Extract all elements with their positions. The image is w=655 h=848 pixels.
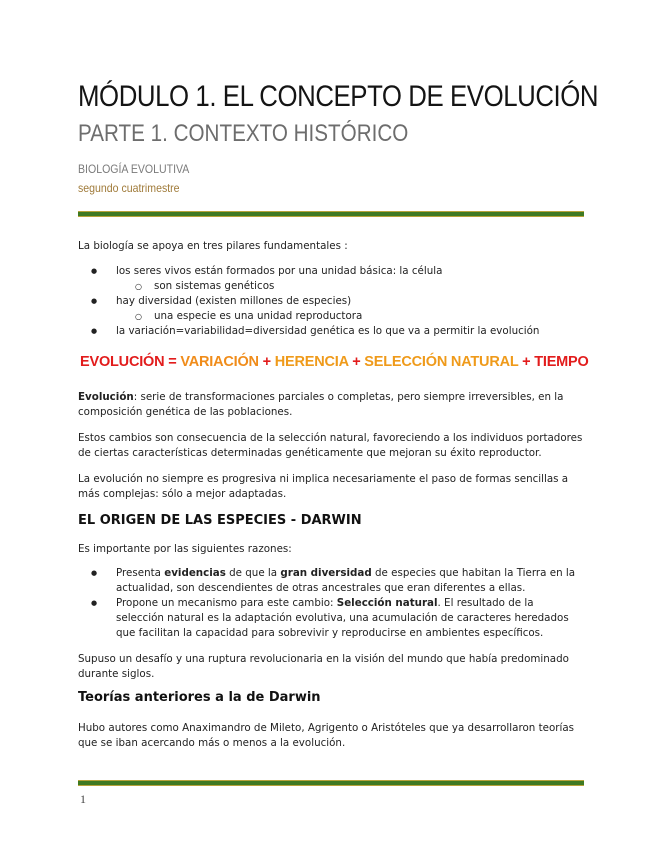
bold-span: evidencias bbox=[164, 567, 226, 579]
course-name: BIOLOGÍA EVOLUTIVA bbox=[78, 162, 190, 176]
semester-label: segundo cuatrimestre bbox=[78, 181, 180, 195]
list-item-text: los seres vivos están formados por una unidad básica: la célula bbox=[116, 265, 443, 277]
formula-evolucion: EVOLUCIÓN = bbox=[80, 354, 181, 370]
text-span: Propone un mecanismo para este cambio: bbox=[116, 597, 337, 609]
darwin-intro: Es importante por las siguientes razones: bbox=[78, 543, 292, 555]
formula-plus: + bbox=[348, 354, 365, 370]
paragraph-cambios: Estos cambios son consecuencia de la selección natural, favoreciendo a los individuos portadores de ciertas características determinadas genéticamente que mejoran su éxito reproductor. bbox=[78, 432, 583, 459]
list-item-text: una especie es una unidad reproductora bbox=[154, 310, 363, 322]
formula-tiempo: TIEMPO bbox=[534, 354, 589, 370]
formula-plus: + bbox=[258, 354, 275, 370]
footer-divider bbox=[78, 780, 584, 786]
paragraph-desafio: Supuso un desafío y una ruptura revolucionaria en la visión del mundo que había predominado durante siglos. bbox=[78, 653, 569, 680]
header-divider bbox=[78, 211, 584, 217]
text-span: . El resultado de la selección natural es la adaptación evolutiva, una acumulación de caracteres heredados que facilitan la capacidad para sobrevivir y reproducirse en ambientes específicos. bbox=[116, 597, 569, 639]
formula-variacion: VARIACIÓN bbox=[180, 354, 259, 370]
paragraph-autores: Hubo autores como Anaximandro de Mileto, Agrigento o Aristóteles que ya desarrollaron teorías que se iban acercando más o menos a la evolución. bbox=[78, 722, 575, 749]
list-item bbox=[78, 596, 583, 641]
list-item-text: la variación=variabilidad=diversidad genética es lo que va a permitir la evolución bbox=[116, 325, 540, 337]
paragraph-progresiva: La evolución no siempre es progresiva ni implica necesariamente el paso de formas sencillas a más complejas: sólo a mejor adaptadas. bbox=[78, 473, 569, 500]
list-item-text: son sistemas genéticos bbox=[154, 280, 275, 292]
list-item bbox=[78, 566, 583, 596]
definition-text: : serie de transformaciones parciales o completas, pero siempre irreversibles, en la composición genética de las poblaciones. bbox=[78, 391, 564, 418]
definition-term: Evolución bbox=[78, 391, 134, 403]
bold-span: Selección natural bbox=[336, 597, 438, 609]
formula-seleccion: SELECCIÓN NATURAL bbox=[364, 354, 519, 370]
list-item bbox=[78, 309, 583, 324]
bold-span: gran diversidad bbox=[280, 567, 372, 579]
page-number: 1 bbox=[80, 792, 86, 806]
darwin-points-list bbox=[78, 566, 583, 641]
page-subtitle: PARTE 1. CONTEXTO HISTÓRICO bbox=[78, 120, 409, 147]
section-heading-theories: Teorías anteriores a la de Darwin bbox=[78, 690, 321, 705]
list-item bbox=[78, 264, 583, 279]
list-item bbox=[78, 294, 583, 309]
text-span: de que la bbox=[225, 567, 281, 579]
text-span: Presenta bbox=[116, 567, 165, 579]
definition-paragraph bbox=[78, 390, 583, 420]
intro-text: La biología se apoya en tres pilares fundamentales : bbox=[78, 240, 348, 252]
section-heading-darwin: EL ORIGEN DE LAS ESPECIES - DARWIN bbox=[78, 513, 362, 528]
list-item bbox=[78, 324, 583, 339]
list-item-text: hay diversidad (existen millones de especies) bbox=[116, 295, 352, 307]
pillars-list bbox=[78, 264, 583, 339]
evolution-formula bbox=[80, 354, 589, 370]
formula-herencia: HERENCIA bbox=[274, 354, 349, 370]
list-item bbox=[78, 279, 583, 294]
page-title: MÓDULO 1. EL CONCEPTO DE EVOLUCIÓN bbox=[78, 80, 599, 113]
text-span: de especies que habitan la Tierra en la actualidad, son descendientes de otras ancestrales que eran diferentes a ellas. bbox=[116, 567, 576, 594]
formula-plus: + bbox=[518, 354, 535, 370]
